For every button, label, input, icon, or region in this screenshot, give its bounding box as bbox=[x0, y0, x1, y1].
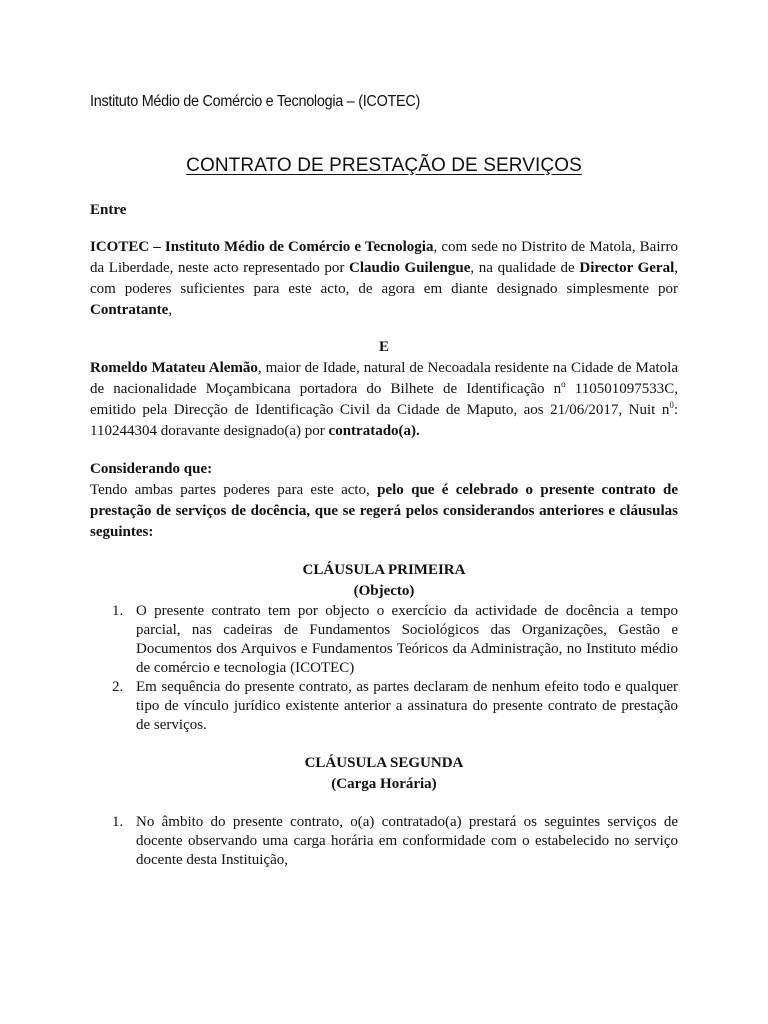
party-two-sup-2: 0 bbox=[669, 400, 674, 410]
considerando-bold-text: pelo que é celebrado o presente contrato de prestação de serviços de docência, que se regerá pelos considerandos anteriores e cláusulas seguintes: bbox=[90, 482, 678, 540]
party-one-text-3: , com poderes suficientes para este acto, de agora em diante designado simplesmente por bbox=[90, 260, 679, 297]
considerando-text: Tendo ambas partes poderes para este acto, bbox=[90, 482, 378, 498]
list-item-text: O presente contrato tem por objecto o exercício da actividade de docência a tempo parcial, nas cadeiras de Fundamentos Sociológicos das Organizações, Gestão e Documentos dos Arquivos e Fundamentos Teóricos da Administração, no Instituto médio de comércio e tecnologia (ICOTEC) bbox=[136, 603, 678, 676]
list-item-number: 1. bbox=[112, 814, 124, 830]
document-body bbox=[90, 92, 678, 870]
party-two-text-2: 110501097533C, emitido pela Direcção de Identificação Civil da Cidade de Maputo, aos 21/06/2017, Nuit n bbox=[90, 381, 678, 418]
clause-one-title: CLÁUSULA PRIMEIRA bbox=[302, 562, 466, 578]
party-one-text-1: , com sede no Distrito de Matola, Bairro da Liberdade, neste acto representado por bbox=[90, 239, 678, 276]
party-two-sup-1: o bbox=[561, 379, 566, 389]
party-two-name: Romeldo Matateu Alemão bbox=[90, 360, 258, 376]
party-one-name: ICOTEC – Instituto Médio de Comércio e Tecnologia bbox=[90, 239, 434, 255]
list-item-number: 2. bbox=[112, 679, 124, 695]
party-two-text-3: : 110244304 doravante designado(a) por bbox=[90, 402, 678, 439]
party-two-designation: contratado(a). bbox=[328, 423, 420, 439]
clause-one-list bbox=[90, 602, 678, 735]
clause-one-subtitle: (Objecto) bbox=[353, 583, 415, 599]
list-item bbox=[90, 602, 678, 678]
party-one-paragraph bbox=[90, 237, 678, 321]
list-item bbox=[90, 678, 678, 735]
clause-two-subtitle: (Carga Horária) bbox=[331, 776, 437, 792]
considerando-paragraph bbox=[90, 480, 678, 543]
clause-two-list bbox=[90, 813, 678, 870]
party-one-role: Director Geral bbox=[579, 260, 675, 276]
party-one-representative: Claudio Guilengue bbox=[349, 260, 471, 276]
entre-label: Entre bbox=[90, 202, 127, 218]
list-item bbox=[90, 813, 678, 870]
contract-title: CONTRATO DE PRESTAÇÃO DE SERVIÇOS bbox=[186, 155, 582, 176]
list-item-text: No âmbito do presente contrato, o(a) contratado(a) prestará os seguintes serviços de docente observando uma carga horária em conformidade com o estabelecido no serviço docente desta Instituição, bbox=[136, 814, 678, 868]
party-separator: E bbox=[378, 339, 389, 355]
institution-header: Instituto Médio de Comércio e Tecnologia – (ICOTEC) bbox=[90, 93, 421, 110]
party-one-text-2: , na qualidade de bbox=[470, 260, 580, 276]
party-one-text-4: , bbox=[168, 302, 173, 318]
clause-two-title: CLÁUSULA SEGUNDA bbox=[304, 755, 464, 771]
party-two-text-1: , maior de Idade, natural de Necoadala residente na Cidade de Matola de nacionalidade Moçambicana portadora do Bilhete de Identificação n bbox=[90, 360, 679, 397]
party-one-designation: Contratante bbox=[90, 302, 169, 318]
party-two-paragraph bbox=[90, 358, 678, 442]
list-item-number: 1. bbox=[112, 603, 124, 619]
considerando-label: Considerando que: bbox=[90, 461, 213, 477]
list-item-text: Em sequência do presente contrato, as partes declaram de nenhum efeito todo e qualquer tipo de vínculo jurídico existente anterior a assinatura do presente contrato de prestação de serviços. bbox=[136, 679, 678, 733]
